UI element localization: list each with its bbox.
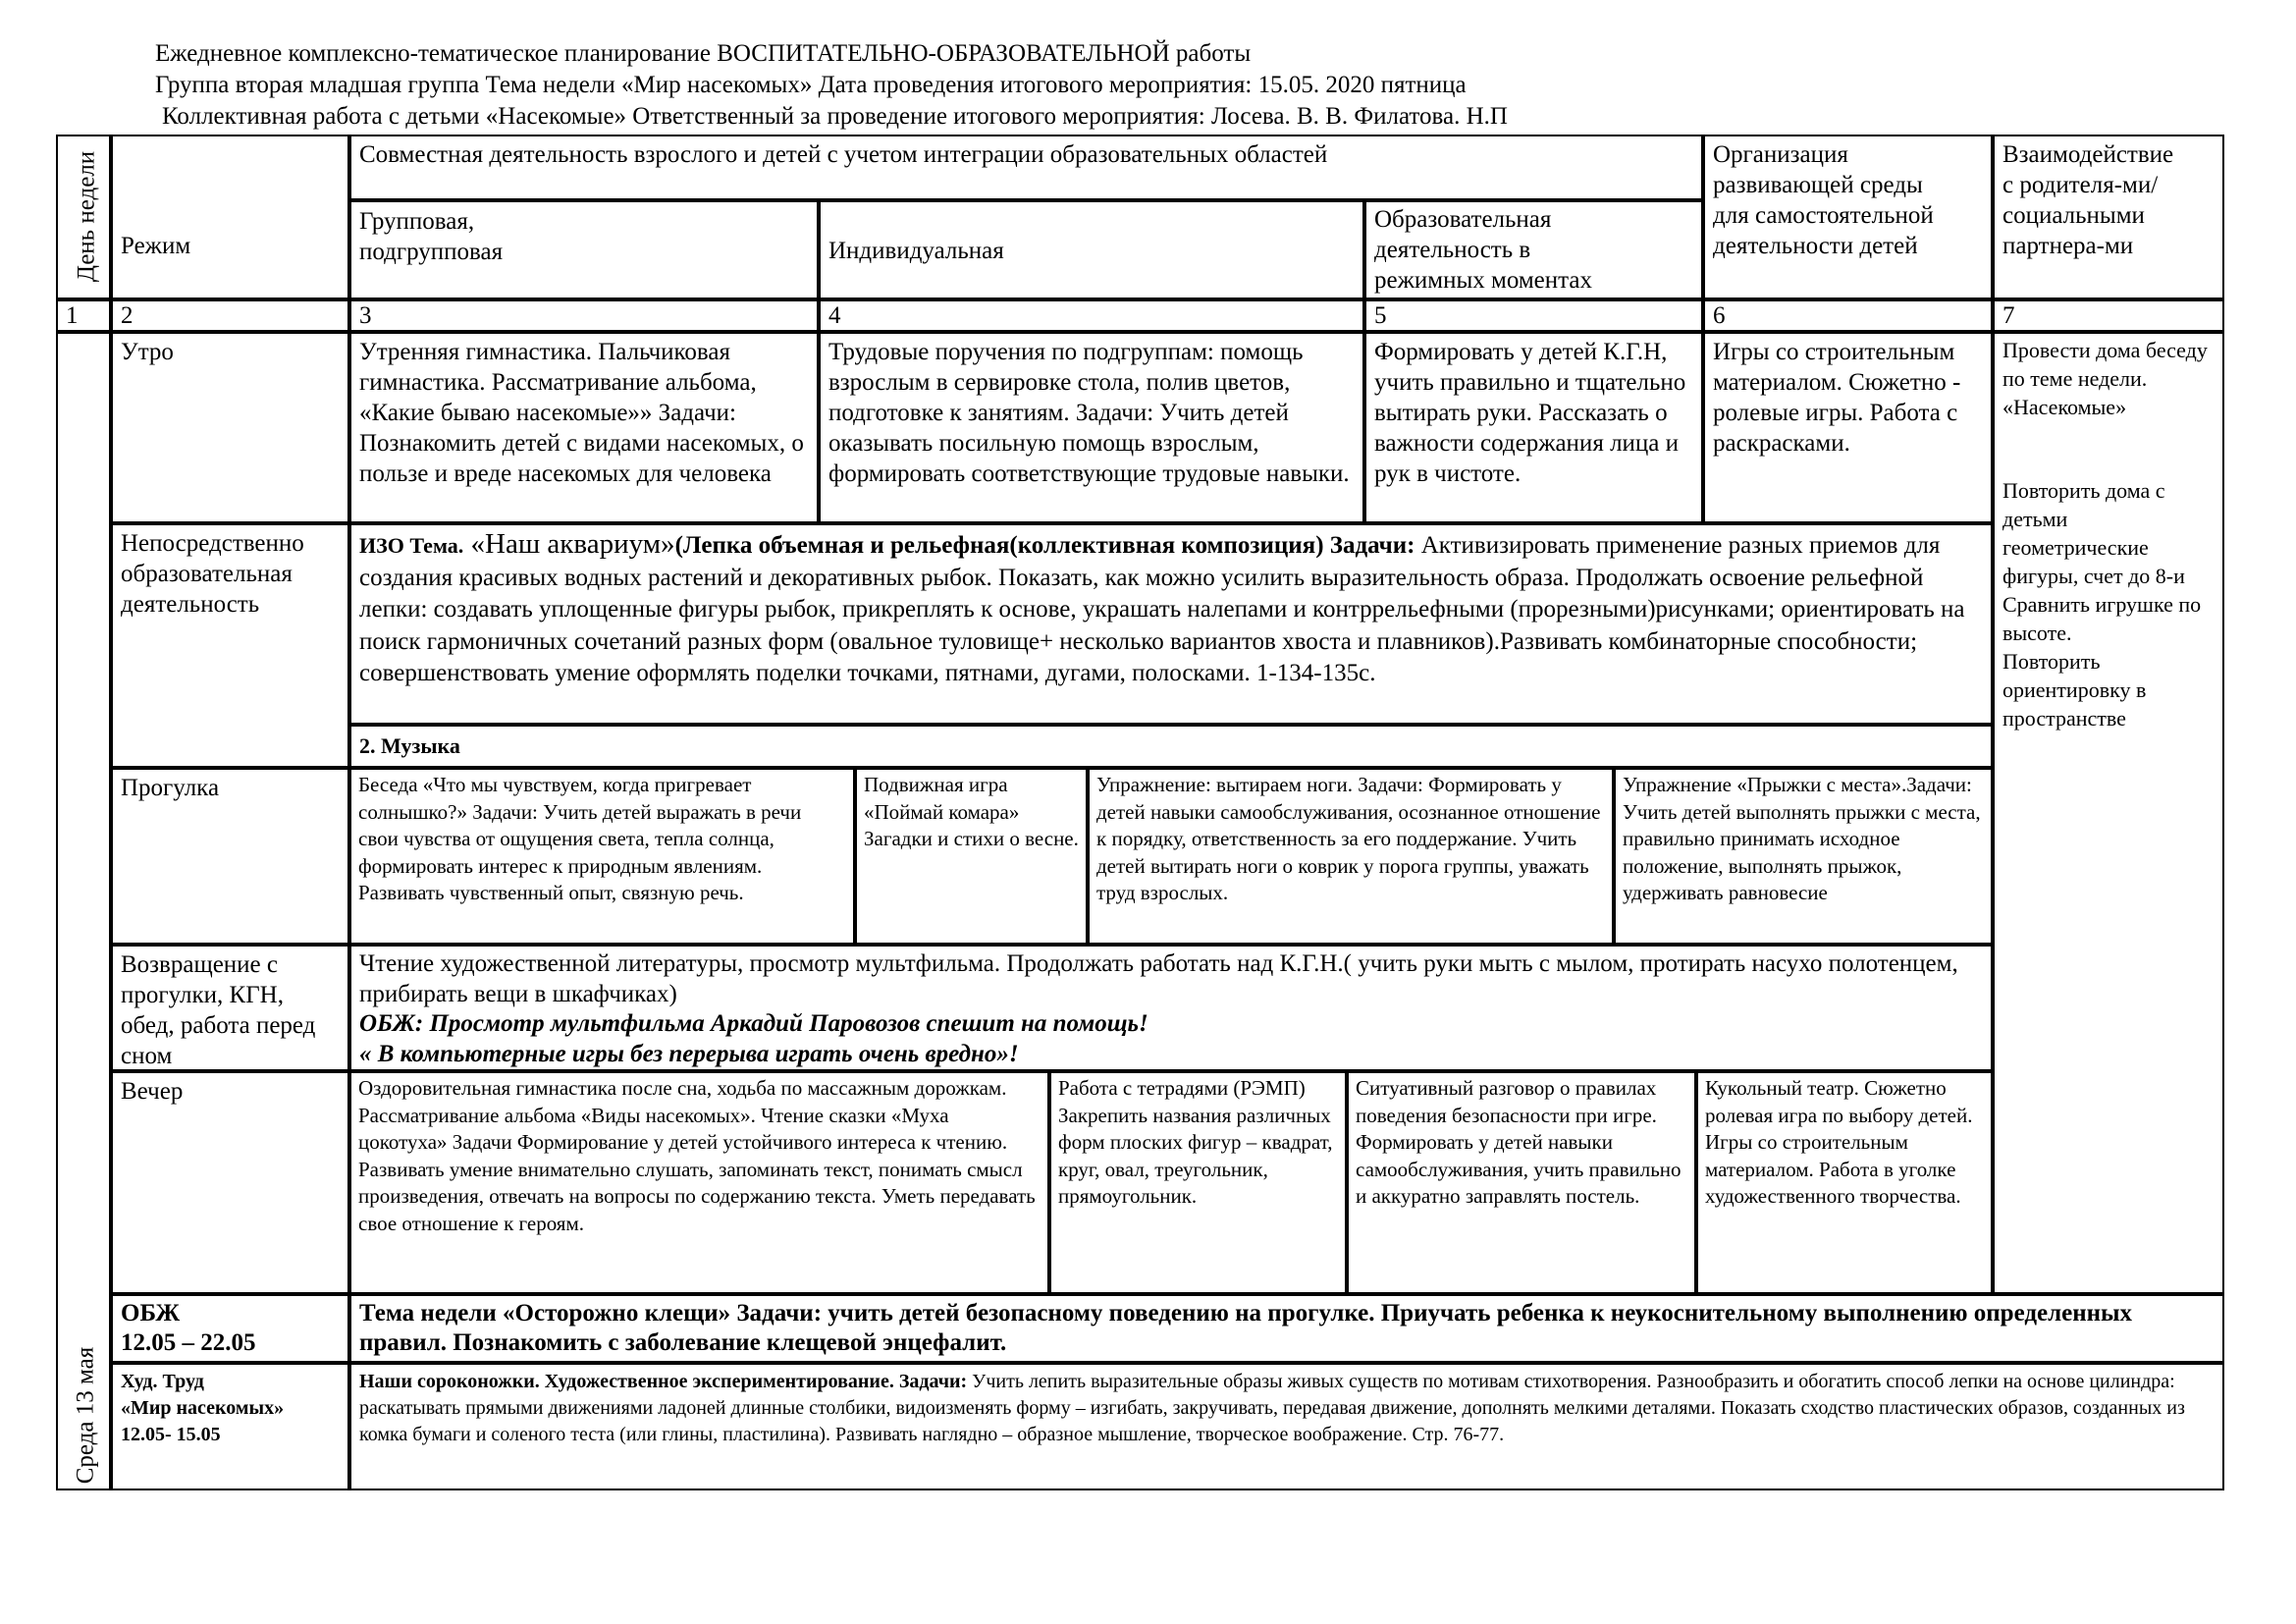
obzh-title: ОБЖ: [121, 1300, 181, 1326]
mode-direct: Непосредственно образовательная деятельность: [111, 523, 349, 768]
evening-activity: Оздоровительная гимнастика после сна, ходьба по массажным дорожкам. Рассматривание альбома «Виды насекомых». Чтение сказки «Муха цокотуха» Задачи Формирование у детей устойчивого интереса к чтению. Развивать умение внимательно слушать, запоминать текст, понимать смысл произведения, отвечать на вопросы по содержанию текста. Уметь передавать свое отношение к героям.: [349, 1071, 1049, 1294]
obzh-topic: Тема недели «Осторожно клещи» Задачи: учить детей безопасному поведению на прогулке. Приучать ребенка к неукоснительному выполнению определенных правил. Познакомить с заболевание клещевой энцефалит.: [349, 1294, 2224, 1363]
art-text: Учить лепить выразительные образы живых существ по мотивам стихотворения. Разнообразить и обогатить способ лепки на основе цилиндра: раскатывать прямыми движениями ладоней длинные столбики, видоизменять форму – изгибать, закручивать, передавая движение, дополнять мелкими деталями. Показать сходство пластических образов, созданных из комка бумаги и соленого теста (или глины, пластилина). Развивать наглядно – образное мышление, творческое воображение. Стр. 76-77.: [359, 1371, 2185, 1445]
col-group-header: Групповая, подгрупповая: [349, 200, 819, 299]
art-tasks-label: Наши сороконожки. Художественное экспериментирование. Задачи:: [359, 1371, 968, 1392]
col-number-7: 7: [1993, 299, 2224, 332]
morning-individual: Трудовые поручения по подгруппам: помощь взрослым в сервировке стола, полив цветов, подготовке к занятиям. Задачи: Учить детей оказывать посильную помощь взрослым, формировать соответствующие трудовые навыки.: [819, 332, 1364, 523]
col-individual-header: Индивидуальная: [819, 200, 1364, 299]
walk-exercise-jumps: Упражнение «Прыжки с места».Задачи: Учить детей выполнять прыжки с места, правильно принимать исходное положение, выполнять прыжок, удерживать равновесие: [1614, 768, 1993, 945]
morning-group: Утренняя гимнастика. Пальчиковая гимнастика. Рассматривание альбома, «Какие бываю насекомые»» Задачи: Познакомить детей с видами насекомых, о пользе и вреде насекомых для человека: [349, 332, 819, 523]
parents-cell: [1993, 332, 2224, 1294]
parents-note-4: Повторить ориентировку в пространстве: [2002, 649, 2147, 731]
morning-environment: Игры со строительным материалом. Сюжетно - ролевые игры. Работа с раскрасками.: [1703, 332, 1993, 523]
group-info: Группа вторая младшая группа Тема недели «Мир насекомых» Дата проведения итогового мероприятия: 15.05. 2020 пятница: [155, 72, 1467, 98]
mode-return: Возвращение с прогулки, КГН, обед, работа перед сном: [111, 945, 349, 1071]
walk-conversation: Беседа «Что мы чувствуем, когда пригревает солнышко?» Задачи: Учить детей выражать в речи свои чувства от ощущения света, тепла солнца, формировать интерес к природным явлениям. Развивать чувственный опыт, связную речь.: [349, 768, 855, 945]
evening-theatre: Кукольный театр. Сюжетно ролевая игра по выбору детей. Игры со строительным материалом. Работа в уголке художественного творчества.: [1696, 1071, 1993, 1294]
col-number-2: 2: [111, 299, 349, 332]
col-joint-header: Совместная деятельность взрослого и детей с учетом интеграции образовательных областей: [349, 135, 1703, 200]
direct-text: Активизировать применение разных приемов для создания красивых водных растений и декоративных рыбок. Показать, как можно усилить выразительность образа. Продолжать освоение рельефной лепки: создавать уплощенные фигуры рыбок, прикреплять к основе, украшать налепами и контррельефными (прорезными)рисунками; ориентировать на поиск гармоничных сочетаний разных форм (овальное туловище+ несколько вариантов хвоста и плавников).Развивать комбинаторные способности; совершенствовать умение оформлять поделки точками, пятнами, дугами, полосками. 1-134-135с.: [359, 532, 1965, 686]
col-number-5: 5: [1364, 299, 1703, 332]
direct-music: 2. Музыка: [349, 725, 1993, 768]
walk-game: Подвижная игра «Поймай комара» Загадки и стихи о весне.: [855, 768, 1088, 945]
col-educational-header: Образовательная деятельность в режимных моментах: [1364, 200, 1703, 299]
direct-tasks-label: (Лепка объемная и рельефная(коллективная композиция) Задачи:: [674, 532, 1415, 559]
return-obzh-line-1: ОБЖ: Просмотр мультфильма Аркадий Паровозов спешит на помощь!: [359, 1010, 1148, 1037]
direct-activity: [349, 523, 1993, 725]
day-header-text: День недели: [73, 150, 100, 283]
col-mode-header: Режим: [111, 135, 349, 299]
art-dates: 12.05- 15.05: [121, 1424, 221, 1445]
col-number-1: 1: [56, 299, 111, 332]
art-theme: «Мир насекомых»: [121, 1397, 285, 1419]
col-environment-header: Организация развивающей среды для самостоятельной деятельности детей: [1703, 135, 1993, 299]
mode-art: [111, 1363, 349, 1490]
mode-walk: Прогулка: [111, 768, 349, 945]
col-number-4: 4: [819, 299, 1364, 332]
col-parents-header: Взаимодействие с родителя-ми/ социальными партнера-ми: [1993, 135, 2224, 299]
doc-title: Ежедневное комплексно-тематическое планирование ВОСПИТАТЕЛЬНО-ОБРАЗОВАТЕЛЬНОЙ работы: [155, 40, 1252, 67]
day-label: Среда 13 мая: [72, 1346, 99, 1485]
day-cell: [56, 332, 111, 1490]
direct-lead: ИЗО Тема.: [359, 533, 464, 558]
direct-topic: «Наш аквариум»: [463, 528, 675, 560]
evening-workbooks: Работа с тетрадями (РЭМП) Закрепить названия различных форм плоских фигур – квадрат, круг, овал, треугольник, прямоугольник.: [1049, 1071, 1347, 1294]
event-info: Коллективная работа с детьми «Насекомые» Ответственный за проведение итогового мероприятия: Лосева. В. В. Филатова. Н.П: [162, 103, 1508, 130]
parents-note-3: Сравнить игрушке по высоте.: [2002, 592, 2202, 645]
mode-morning: Утро: [111, 332, 349, 523]
morning-educational: Формировать у детей К.Г.Н, учить правильно и тщательно вытирать руки. Рассказать о важности содержания лица и рук в чистоте.: [1364, 332, 1703, 523]
mode-evening: Вечер: [111, 1071, 349, 1294]
col-day-header: [56, 135, 111, 299]
col-number-6: 6: [1703, 299, 1993, 332]
art-title: Худ. Труд: [121, 1371, 204, 1392]
parents-note-1: Провести дома беседу по теме недели. «Насекомые»: [2002, 338, 2208, 419]
mode-obzh: [111, 1294, 349, 1363]
parents-note-2: Повторить дома с детьми геометрические фигуры, счет до 8-и: [2002, 478, 2185, 588]
art-activity: [349, 1363, 2224, 1490]
walk-exercise-feet: Упражнение: вытираем ноги. Задачи: Формировать у детей навыки самообслуживания, осознанное отношение к порядку, ответственность за его поддержание. Учить детей вытирать ноги о коврик у порога группы, уважать труд взрослых.: [1088, 768, 1614, 945]
evening-conversation: Ситуативный разговор о правилах поведения безопасности при игре. Формировать у детей навыки самообслуживания, учить правильно и аккуратно заправлять постель.: [1347, 1071, 1696, 1294]
return-text: Чтение художественной литературы, просмотр мультфильма. Продолжать работать над К.Г.Н.( учить руки мыть с мылом, протирать насухо полотенцем, прибирать вещи в шкафчиках): [359, 950, 1958, 1007]
obzh-dates: 12.05 – 22.05: [121, 1329, 256, 1356]
return-obzh-line-2: « В компьютерные игры без перерыва играть очень вредно»!: [359, 1040, 1019, 1067]
return-activity: [349, 945, 1993, 1071]
col-number-3: 3: [349, 299, 819, 332]
